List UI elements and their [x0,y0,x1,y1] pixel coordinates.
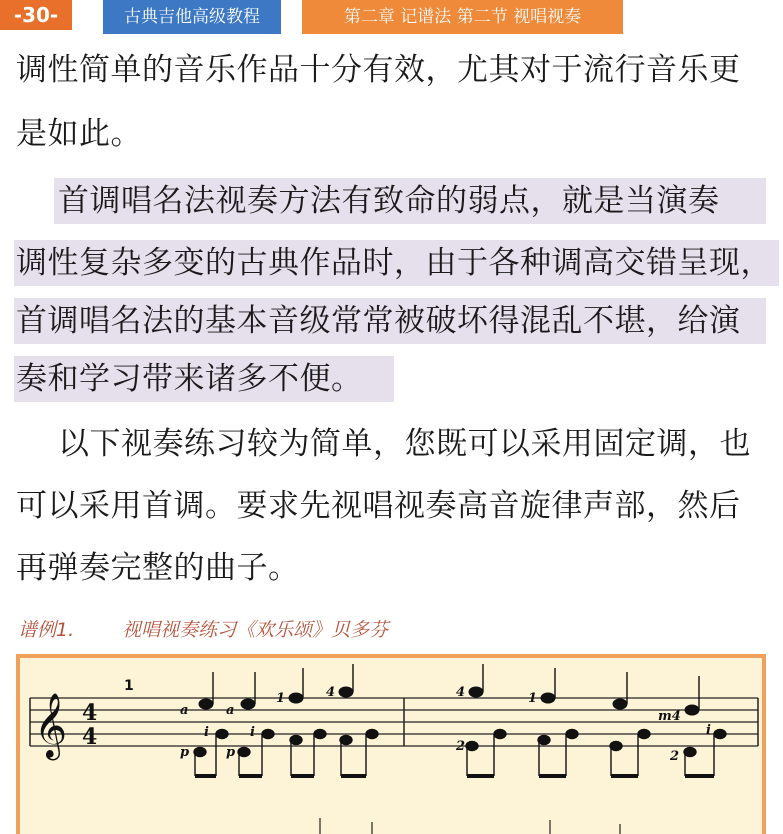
note [541,693,555,703]
svg-text:1: 1 [528,691,538,706]
body-line: 首调唱名法视奏方法有致命的弱点，就是当演奏 [58,183,720,219]
chapter-title: 第二章 记谱法 第二节 视唱视奏 [302,0,623,34]
body-line: 调性复杂多变的古典作品时，由于各种调高交错呈现， [16,245,772,281]
note [613,699,627,709]
time-sig-top: 4 [82,700,98,726]
example-label: 谱例1. [18,619,75,641]
page-header [0,0,783,34]
body-line: 首调唱名法的基本音级常常被破坏得混乱不堪，给演 [16,303,741,339]
body-line: 奏和学习带来诸多不便。 [16,361,363,397]
body-line: 可以采用首调。要求先视唱视奏高音旋律声部，然后 [16,488,741,524]
example-caption [18,615,388,645]
staff-lines [30,698,758,746]
body-line: 调性简单的音乐作品十分有效，尤其对于流行音乐更 [16,52,741,88]
body-line: 是如此。 [16,116,142,152]
note [199,699,213,709]
treble-clef-icon: 𝄞 [34,693,68,758]
example-title: 视唱视奏练习《欢乐颂》贝多芬 [122,619,389,641]
melody-notes [199,664,699,715]
note [685,705,699,715]
note [241,699,255,709]
note [289,693,303,703]
svg-text:4: 4 [456,685,466,700]
svg-text:2: 2 [456,739,466,754]
svg-text:2: 2 [670,749,680,764]
time-sig-bottom: 4 [82,724,98,750]
svg-text:p: p [226,745,236,760]
note [469,687,483,697]
book-title: 古典吉他高级教程 [103,0,281,34]
fingerings [180,685,711,764]
svg-text:4: 4 [326,685,336,700]
svg-text:i: i [204,725,209,740]
svg-text:i: i [250,725,255,740]
note [339,687,353,697]
page-number: -30- [0,0,72,30]
svg-text:a: a [180,703,189,718]
svg-text:p: p [180,745,190,760]
second-system-partial [320,818,620,834]
svg-text:m4: m4 [658,709,681,724]
svg-text:i: i [706,723,711,738]
body-line: 以下视奏练习较为简单，您既可以采用固定调，也 [58,426,751,462]
svg-text:a: a [226,703,235,718]
music-score [16,654,766,834]
svg-text:1: 1 [276,691,286,706]
body-line: 再弹奏完整的曲子。 [16,550,300,586]
measure-number: 1 [124,678,134,694]
score-staff [20,658,762,834]
